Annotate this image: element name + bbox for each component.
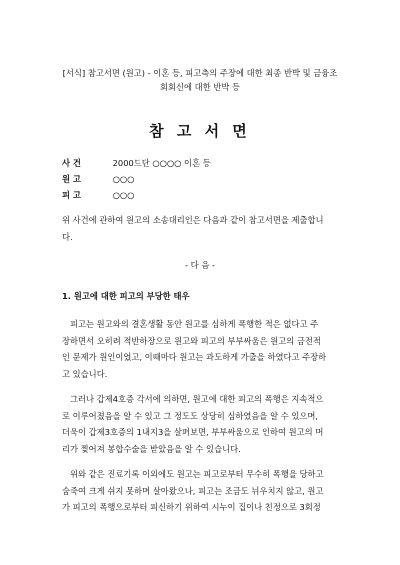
intro-line: 위 사건에 관하여 원고의 소송대리인은 다음과 같이 참고서면을 제출합니	[62, 215, 324, 225]
paragraph-line: 숨죽여 크게 쉬지 못하며 살아왔으나, 피고는 조금도 뉘우치지 않고, 원고	[62, 485, 324, 496]
plaintiff-label: 원 고	[62, 174, 81, 184]
paragraph-line: 더욱이 갑제3호증의 1내지3을 살펴보면, 부부싸움으로 인하여 원고의 머	[62, 427, 324, 437]
case-value: 2000드단 ○○○○ 이혼 등	[112, 158, 211, 168]
case-row-case	[62, 157, 211, 169]
document-header-line2: 회회신에 대한 반박 등	[159, 82, 241, 92]
paragraph-2	[62, 391, 344, 457]
paragraph-line: 로 이루어졌음을 알 수 있고 그 정도도 상당히 심하였음을 알 수 있으며,	[62, 410, 319, 421]
document-header-line1: [서식] 참고서면 (원고) - 이혼 등, 피고측의 주장에 대한 최종 반박 및 금융조	[62, 68, 338, 78]
case-row-plaintiff	[62, 173, 134, 185]
intro-line: 다.	[62, 231, 73, 242]
paragraph-line: 고 있습니다.	[62, 368, 108, 379]
defendant-label: 피 고	[62, 190, 81, 200]
plaintiff-value: ○○○	[112, 174, 135, 184]
divider-label: - 다 음 -	[185, 260, 215, 270]
paragraph-3	[62, 466, 344, 516]
paragraph-line: 그러나 갑제4호증 각서에 의하면, 원고에 대한 피고의 폭행은 지속적으	[70, 394, 324, 404]
paragraph-line: 가 피고의 폭행으로부터 피신하기 위하여 시누이 집이나 친정으로 3회정	[62, 502, 321, 512]
paragraph-line: 리가 찢어져 봉합수술을 받았음을 알 수 있습니다.	[62, 443, 241, 454]
paragraph-line: 피고는 원고와의 결혼생활 동안 원고를 심하게 폭행한 적은 없다고 주	[70, 319, 319, 329]
paragraph-line: 장하면서 오히려 적반하장으로 원고와 피고의 부부싸움은 원고의 금전적	[62, 335, 321, 346]
section-heading: 1. 원고에 대한 피고의 부당한 태우	[62, 291, 190, 301]
paragraph-1	[62, 316, 344, 382]
paragraph-line: 인 문제가 원인이었고, 이때마다 원고는 과도하게 가출을 하였다고 주장하	[62, 352, 327, 362]
case-row-defendant	[62, 189, 134, 201]
case-label: 사 건	[62, 158, 81, 168]
defendant-value: ○○○	[112, 190, 135, 200]
document-title: 참 고 서 면	[149, 122, 251, 140]
intro-paragraph	[62, 212, 344, 245]
paragraph-line: 위와 같은 진료기록 이외에도 원고는 피고로부터 무수히 폭행을 당하고	[70, 469, 324, 479]
